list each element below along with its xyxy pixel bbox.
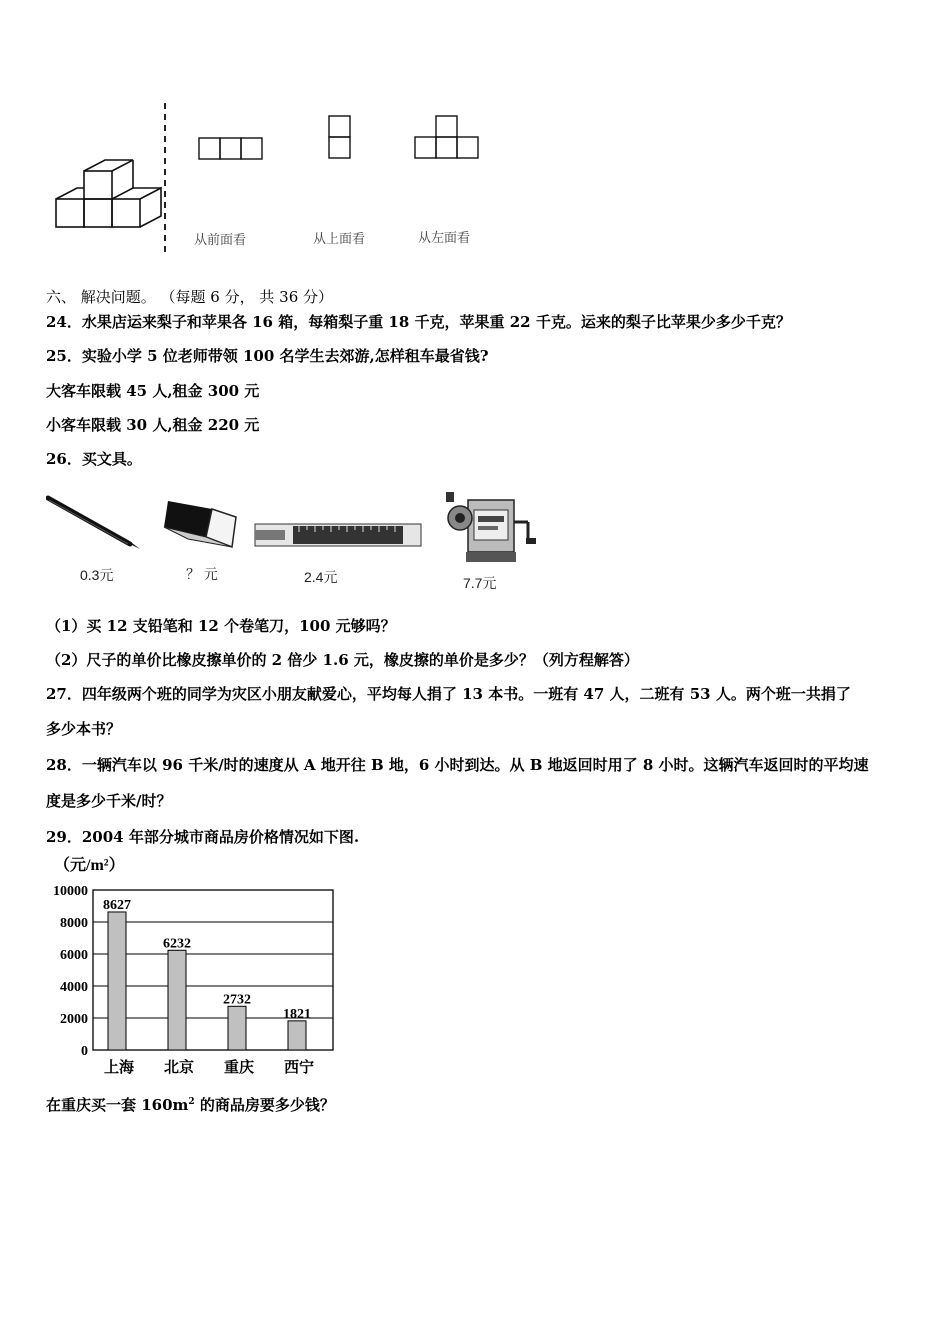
question-24: 24．水果店运来梨子和苹果各 16 箱，每箱梨子重 18 千克，苹果重 22 千克。运来的梨子比苹果少多少千克？	[46, 313, 791, 331]
question-29-ask-sup: 2	[188, 1097, 195, 1107]
question-29-ask-post: 的商品房要多少钱？	[194, 1096, 335, 1114]
chart-y-unit-label: （元/m²）	[54, 857, 125, 874]
question-26: 26．买文具。	[46, 450, 142, 468]
chart-value-label: 8627	[103, 897, 131, 913]
chart-value-label: 1821	[283, 1006, 311, 1022]
chart-y-tick-label: 10000	[53, 884, 88, 899]
chart-category-label: 北京	[163, 1060, 195, 1076]
pencil-price: 0.3元	[80, 567, 114, 583]
section-heading: 六、 解决问题。 （每题 6 分， 共 36 分）	[46, 288, 334, 306]
question-28-line-1: 28．一辆汽车以 96 千米/时的速度从 A 地开往 B 地，6 小时到达。从 B 地返回时用了 8 小时。这辆汽车返回时的平均速	[46, 756, 869, 774]
question-29-ask-pre: 在重庆买一套 160m	[46, 1096, 189, 1114]
sharpener-image	[440, 488, 542, 566]
front-view-shape	[199, 138, 262, 159]
chart-y-tick-label: 8000	[60, 916, 88, 931]
question-27-line-2: 多少本书？	[46, 720, 122, 738]
top-view-label: 从上面看	[313, 232, 366, 247]
pencil-image	[46, 494, 142, 552]
chart-category-label: 上海	[103, 1060, 135, 1076]
left-view-label: 从左面看	[418, 231, 471, 246]
chart-y-tick-label: 2000	[60, 1012, 88, 1027]
chart-value-label: 6232	[163, 936, 191, 952]
question-26-part-2: （2）尺子的单价比橡皮擦单价的 2 倍少 1.6 元，橡皮擦的单价是多少？（列方程解答）	[46, 651, 639, 669]
chart-bar	[288, 1021, 306, 1050]
ruler-image	[253, 518, 423, 552]
eraser-price: ？ 元	[186, 566, 218, 582]
chart-bar	[228, 1006, 246, 1050]
big-bus-info: 大客车限载 45 人,租金 300 元	[46, 382, 260, 400]
chart-category-label: 重庆	[223, 1060, 255, 1076]
chart-y-tick-label: 0	[81, 1044, 88, 1059]
top-view-shape	[329, 116, 350, 158]
question-28-line-2: 度是多少千米/时？	[46, 792, 172, 810]
question-29: 29．2004 年部分城市商品房价格情况如下图.	[46, 828, 360, 846]
chart-category-label: 西宁	[283, 1060, 315, 1076]
chart-y-tick-label: 6000	[60, 948, 88, 963]
cube-stack	[56, 160, 161, 227]
chart-bar	[108, 912, 126, 1050]
chart-value-label: 2732	[223, 992, 251, 1008]
sharpener-price: 7.7元	[463, 575, 497, 591]
left-view-shape	[415, 116, 478, 158]
ruler-price: 2.4元	[304, 569, 338, 585]
front-view-label: 从前面看	[194, 233, 247, 248]
price-bar-chart	[40, 848, 350, 1080]
eraser-image	[158, 497, 240, 553]
chart-y-tick-label: 4000	[60, 980, 88, 995]
question-27-line-1: 27．四年级两个班的同学为灾区小朋友献爱心，平均每人捐了 13 本书。一班有 47 人，二班有 53 人。两个班一共捐了	[46, 685, 851, 703]
question-29-ask	[46, 1094, 335, 1115]
small-bus-info: 小客车限载 30 人,租金 220 元	[46, 416, 260, 434]
question-25: 25．实验小学 5 位老师带领 100 名学生去郊游,怎样租车最省钱?	[46, 347, 489, 365]
question-26-part-1: （1）买 12 支铅笔和 12 个卷笔刀，100 元够吗？	[46, 617, 396, 635]
chart-bar	[168, 950, 186, 1050]
